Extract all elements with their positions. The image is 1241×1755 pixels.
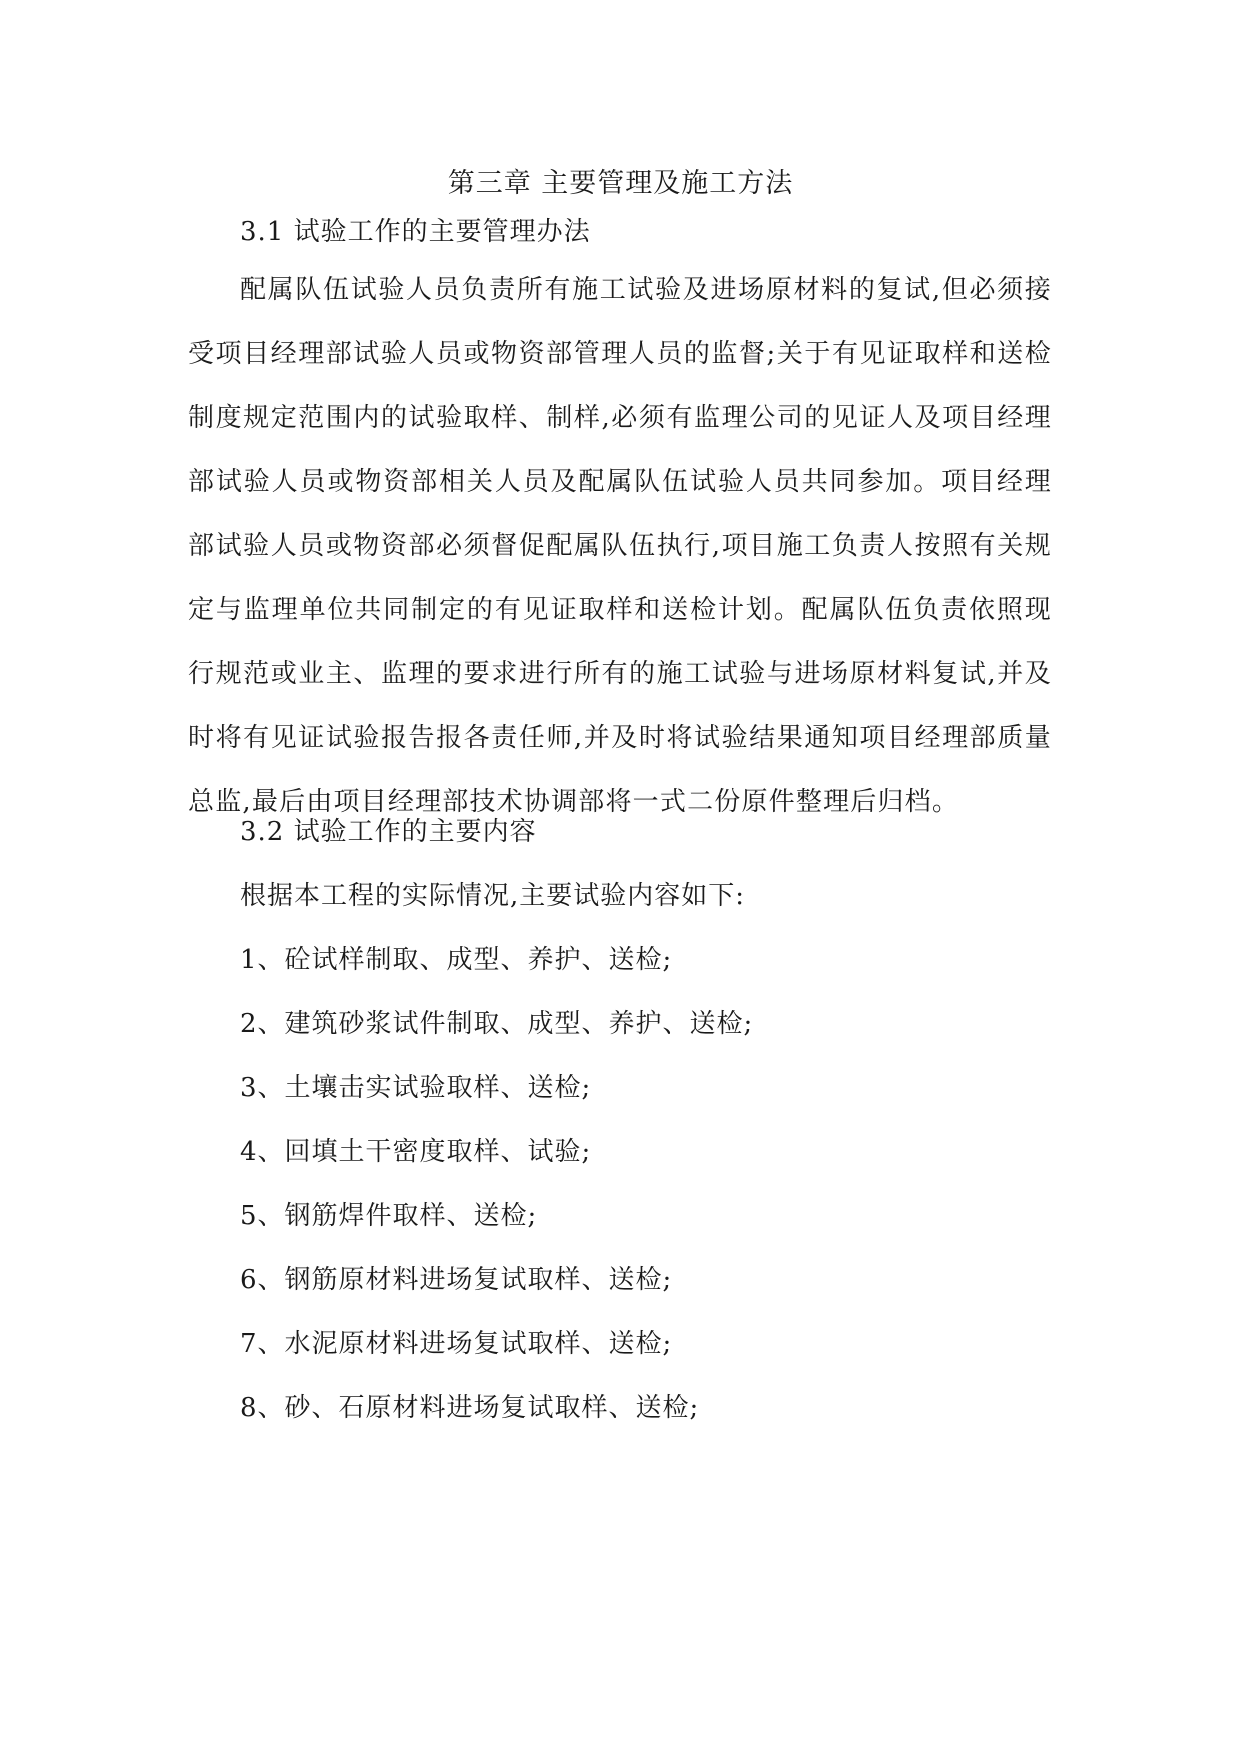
section-heading-3-2: 3.2 试验工作的主要内容 <box>240 817 537 847</box>
list-item: 8、砂、石原材料进场复试取样、送检; <box>240 1393 700 1423</box>
section-3-1-paragraph: 配属队伍试验人员负责所有施工试验及进场原材料的复试,但必须接受项目经理部试验人员或物资部管理人员的监督;关于有见证取样和送检制度规定范围内的试验取样、制样,必须有监理公司的见证人及项目经理部试验人员或物资部相关人员及配属队伍试验人员共同参加。项目经理部试验人员或物资部必须督促配属队伍执行,项目施工负责人按照有关规定与监理单位共同制定的有见证取样和送检计划。配属队伍负责依照现行规范或业主、监理的要求进行所有的施工试验与进场原材料复试,并及时将有见证试验报告报各责任师,并及时将试验结果通知项目经理部质量总监,最后由项目经理部技术协调部将一式二份原件整理后归档。 <box>188 275 1052 817</box>
chapter-title: 第三章 主要管理及施工方法 <box>447 168 794 199</box>
section-heading-3-1: 3.1 试验工作的主要管理办法 <box>240 217 591 247</box>
list-item: 1、砼试样制取、成型、养护、送检; <box>240 945 673 975</box>
list-item: 3、土壤击实试验取样、送检; <box>240 1073 592 1103</box>
list-item: 2、建筑砂浆试件制取、成型、养护、送检; <box>240 1009 754 1039</box>
list-item: 7、水泥原材料进场复试取样、送检; <box>240 1329 673 1359</box>
list-item: 6、钢筋原材料进场复试取样、送检; <box>240 1265 673 1295</box>
list-item: 5、钢筋焊件取样、送检; <box>240 1201 538 1231</box>
section-3-2-intro: 根据本工程的实际情况,主要试验内容如下: <box>240 881 746 911</box>
list-item: 4、回填土干密度取样、试验; <box>240 1137 592 1167</box>
